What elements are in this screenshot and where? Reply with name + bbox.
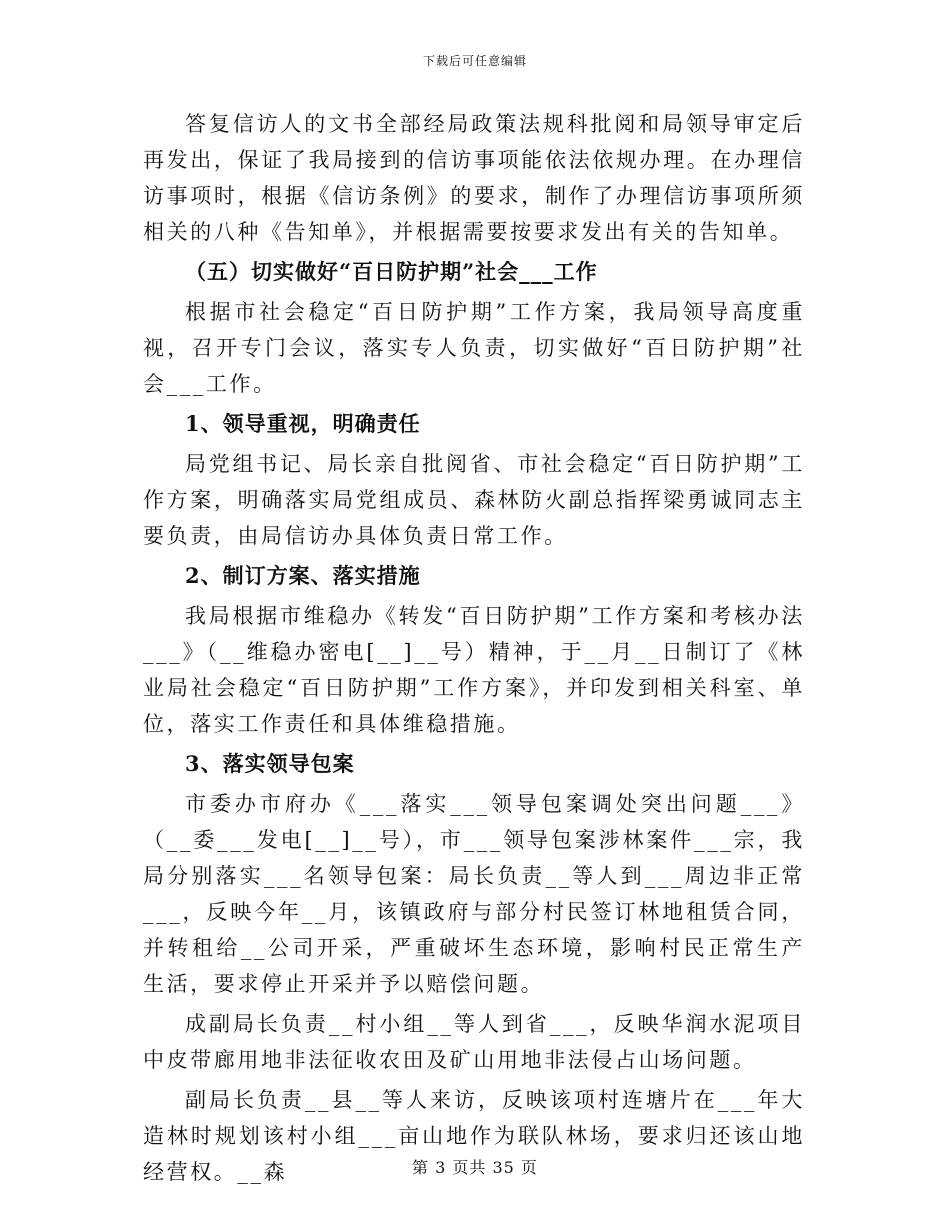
section-heading: 1、领导重视，明确责任 — [185, 411, 421, 436]
paragraph: 我局根据市维稳办《转发“百日防护期”工作方案和考核办法___》（__维稳办密电[__]__号）精神，于__月__日制订了《林业局社会稳定“百日防护期”工作方案》，并印发到相关科室、单位，落实工作责任和具体维稳措施。 — [143, 604, 805, 736]
document-body — [143, 106, 805, 1194]
paragraph: 答复信访人的文书全部经局政策法规科批阅和局领导审定后再发出，保证了我局接到的信访事项能依法依规办理。在办理信访事项时，根据《信访条例》的要求，制作了办理信访事项所须相关的八种《告知单》，并根据需要按要求发出有关的告知单。 — [143, 112, 805, 244]
paragraph: 成副局长负责__村小组__等人到省___，反映华润水泥项目中皮带廊用地非法征收农田及矿山用地非法侵占山场问题。 — [143, 1012, 805, 1072]
section-heading: 2、制订方案、落实措施 — [185, 563, 421, 588]
page-header: 下载后可任意编辑 — [422, 54, 527, 68]
paragraph: 副局长负责__县__等人来访，反映该项村连塘片在___年大造林时规划该村小组___亩山地作为联队林场，要求归还该山地经营权。__森 — [143, 1088, 805, 1184]
page-footer: 第 3 页共 35 页 — [412, 1158, 538, 1177]
paragraph: 市委办市府办《___落实___领导包案调处突出问题___》（__委___发电[__]__号），市___领导包案涉林案件___宗，我局分别落实___名领导包案：局长负责__等人到___周边非正常___，反映今年__月，该镇政府与部分村民签订林地租赁合同，并转租给__公司开采，严重破坏生态环境，影响村民正常生产生活，要求停止开采并予以赔偿问题。 — [143, 792, 805, 996]
paragraph: 根据市社会稳定“百日防护期”工作方案，我局领导高度重视，召开专门会议，落实专人负责，切实做好“百日防护期”社会___工作。 — [143, 300, 805, 396]
paragraph: 局党组书记、局长亲自批阅省、市社会稳定“百日防护期”工作方案，明确落实局党组成员、森林防火副总指挥梁勇诚同志主要负责，由局信访办具体负责日常工作。 — [143, 452, 805, 548]
section-heading: 3、落实领导包案 — [185, 751, 355, 776]
section-heading: （五）切实做好“百日防护期”社会___工作 — [185, 259, 598, 284]
